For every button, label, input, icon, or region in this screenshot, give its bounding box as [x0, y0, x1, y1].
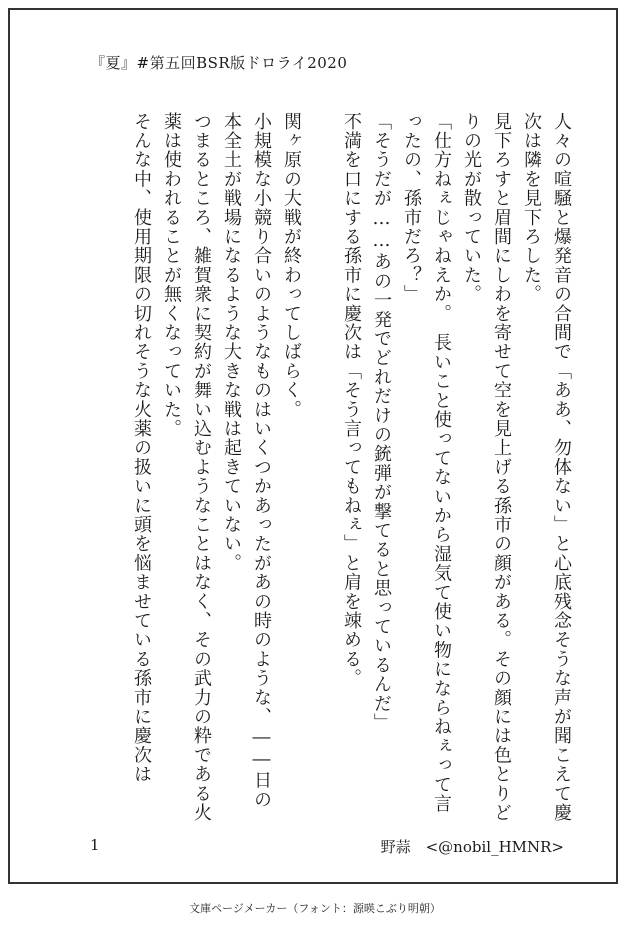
page-number: 1 — [90, 836, 100, 854]
paragraph: 人々の喧騒と爆発音の合間で「ああ、勿体ない」と心底残念そうな声が聞こえて慶次は隣を見下ろした。 — [521, 112, 572, 823]
paragraph: 見下ろすと眉間にしわを寄せて空を見上げる孫市の顔がある。その顔には色とりどりの光が散っていた。 — [461, 112, 512, 823]
paragraph: 不満を口にする孫市に慶次は「そう言ってもねぇ」と肩を竦める。 — [341, 112, 362, 688]
paragraph: つまるところ、雑賀衆に契約が舞い込むようなことはなく、その武力の粋である火薬は使われることが無くなっていた。 — [161, 112, 212, 823]
paragraph: 小規模な小競り合いのようなものはいくつかあったがあの時のような、――日の本全土が戦場になるような大きな戦は起きていない。 — [221, 112, 272, 810]
page-header-title: 『夏』#第五回BSR版ドロライ2020 — [90, 54, 348, 72]
paragraph: そんな中、使用期限の切れそうな火薬の扱いに頭を悩ませている孫市に慶次は — [131, 112, 152, 784]
generator-credit: 文庫ページメーカー（フォント：源暎こぶり明朝） — [189, 902, 441, 915]
paragraph: 関ヶ原の大戦が終わってしばらく。 — [281, 112, 302, 420]
vertical-body-text — [56, 112, 576, 824]
blank-line — [306, 112, 336, 824]
page-frame — [8, 8, 618, 884]
author-credit: 野蒜 <@nobil_HMNR> — [380, 838, 564, 856]
paragraph: 「そうだが……あの一発でどれだけの銃弾が撃てると思っているんだ」 — [371, 112, 392, 733]
paragraph: 「仕方ねぇじゃねえか。 長いこと使ってないから湿気て使い物にならねぇって言ったの、孫市だろ？」 — [401, 112, 452, 814]
